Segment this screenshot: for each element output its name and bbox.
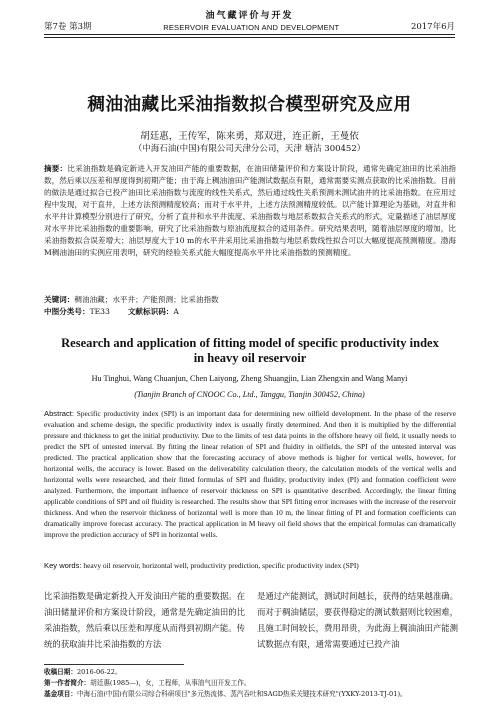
footnote-rule bbox=[44, 664, 184, 665]
footnote-fund bbox=[44, 689, 464, 699]
body-column-right: 是通过产能测试，测试时间越长，获得的结果越准确。而对于稠油储层，要获得稳定的测试数据则比较困难，且施工时间较长，费用昂贵，为此海上稠油油田产能测试数据点有限，通常需要通过已投产油 bbox=[257, 591, 458, 649]
affiliation-cn: （中海石油(中国)有限公司天津分公司，天津 塘沽 300452） bbox=[133, 144, 366, 154]
abstract-cn bbox=[44, 163, 456, 259]
fund-text: 中海石油(中国)有限公司综合科研项目"多元热流体、蒸汽吞吐和SAGD热采关键技术研究"(YXKY-2013-TJ-01)。 bbox=[76, 690, 407, 698]
classification-line bbox=[44, 306, 456, 318]
keywords-en bbox=[44, 560, 456, 571]
keywords-en-text: heavy oil reservoir, horizontal well, productivity prediction, specific productivity index (SPI) bbox=[83, 561, 359, 570]
paper-title-cn: 稠油油藏比采油指数拟合模型研究及应用 bbox=[87, 95, 412, 115]
header-rule-thick bbox=[44, 34, 455, 35]
paper-title-en: Research and application of fitting model of specific productivity index in heavy oil reservoir bbox=[61, 336, 439, 365]
author-bio-label: 第一作者简介： bbox=[44, 679, 91, 687]
abstract-cn-text: 比采油指数是确定新进入开发油田产能的重要数据，在油田储量评价和方案设计阶段，通常先确定油田的比采油指数，然后乘以压差和厚度得到初期产能；由于海上稠油油田产能测试数据点有限，通常需要实测点获取的比采油指数。目前的做法是通过拟合已投产油田比采油指数与流度的线性关系式，然后通过线性关系预测未测试油井的比采油指数。在应用过程中发现，对于直井，上述方法预测精度较高；而对于水平井，上述方法预测精度较低。以产能计算理论为基础，对直井和水平井计算模型分别进行了研究，分析了直井和水平井流度、采油指数与地层系数拟合关系式的形式，定量描述了油层厚度对水平井比采油指数的重要影响，研究了比采油指数与原油流度拟合的适用条件。研究结果表明，随着油层厚度的增加，比采油指数拟合误差增大；油层厚度大于10 m的水平井采用比采油指数与地层系数线性拟合可以大幅度提高预测精度。渤海M稠油油田的实例应用表明，研究的经验关系式能大幅度提高水平井比采油指数的预测精度。 bbox=[44, 164, 457, 257]
author-bio: 胡廷惠(1985—)，女，工程师，从事油气田开发工作。 bbox=[90, 679, 251, 687]
issue-date: 2017年6月 bbox=[410, 22, 455, 32]
journal-name-en: RESERVOIR EVALUATION AND DEVELOPMENT bbox=[163, 23, 340, 32]
keywords-cn-text: 稠油油藏；水平井；产能预测；比采油指数 bbox=[74, 295, 219, 304]
doc-code-value: A bbox=[173, 307, 179, 316]
clc-label: 中图分类号： bbox=[44, 307, 90, 316]
affiliation-en: (Tianjin Branch of CNOOC Co., Ltd., Tanggu, Tianjin 300452, China) bbox=[134, 390, 365, 399]
received-date: 2016-06-22。 bbox=[76, 668, 122, 676]
footnote-received bbox=[44, 667, 464, 677]
abstract-en bbox=[44, 408, 456, 540]
abstract-cn-label: 摘要： bbox=[44, 164, 68, 173]
running-header bbox=[44, 20, 455, 32]
keywords-cn bbox=[44, 294, 456, 306]
received-label: 收稿日期： bbox=[44, 668, 77, 676]
journal-name-cn: 油气藏评价与开发 bbox=[205, 11, 294, 21]
abstract-en-text: Specific productivity index (SPI) is an important data for determining new oilfield development. In the phase of the reserve evaluation and scheme design, the specific productivity index is usually firstly determined. And then it is multiplied by the differential pressure and thickness to get the initial productivity. Due to the limits of test data points in the offshore heavy oil field, it usually needs to predict the SPI of untested interval. By fitting the linear relation of SPI and fluidity in oilfields, the SPI of the untested interval was predicted. The practical application show that the forecasting accuracy of above methods is higher for vertical wells, however, for horizontal wells, the accuracy is lower. Based on the deliverability calculation theory, the calculation models of the vertical wells and horizontal wells were researched, and their fitted formulas of SPI and fluidity, productivity index (PI) and formation coefficient were analyzed. Furthermore, the important influence of reservoir thickness on SPI is quantitative described. Accordingly, the linear fitting applicable conditions of SPI and oil fluidity is researched. The results show that SPI fitting error increases with the increase of the reservoir thickness. And when the reservoir thickness of horizontal well is more than 10 m, the linear fitting of PI and formation coefficients can dramatically improve forecast accuracy. The practical application in M heavy oil field shows that the empirical formulas can dramatically improve the prediction accuracy of SPI in horizontal wells. bbox=[44, 409, 456, 539]
clc-value: TE33 bbox=[89, 307, 110, 316]
fund-label: 基金项目： bbox=[44, 690, 77, 698]
footnote-author bbox=[44, 678, 464, 688]
issue-label: 第7卷 第3期 bbox=[44, 22, 92, 32]
abstract-en-label: Abstract: bbox=[44, 409, 74, 418]
header-rule-thin bbox=[44, 37, 455, 38]
body-column-left: 比采油指数是确定新投入开发油田产能的重要数据。在油田储量评价和方案设计阶段，通常是先确定油田的比采油指数，然后乘以压差和厚度从而得到初期产能。传统的获取油井比采油指数的方法 bbox=[44, 591, 245, 649]
authors-en: Hu Tinghui, Wang Chuanjun, Chen Laiyong, Zheng Shuangjin, Lian Zhengxin and Wang Manyi bbox=[91, 374, 408, 383]
keywords-en-label: Key words: bbox=[44, 561, 82, 570]
doc-code-label: 文献标识码： bbox=[127, 307, 174, 316]
keywords-cn-label: 关键词： bbox=[44, 295, 75, 304]
authors-cn: 胡廷惠，王传军，陈来勇，郑双进，连正新，王曼依 bbox=[140, 131, 359, 142]
